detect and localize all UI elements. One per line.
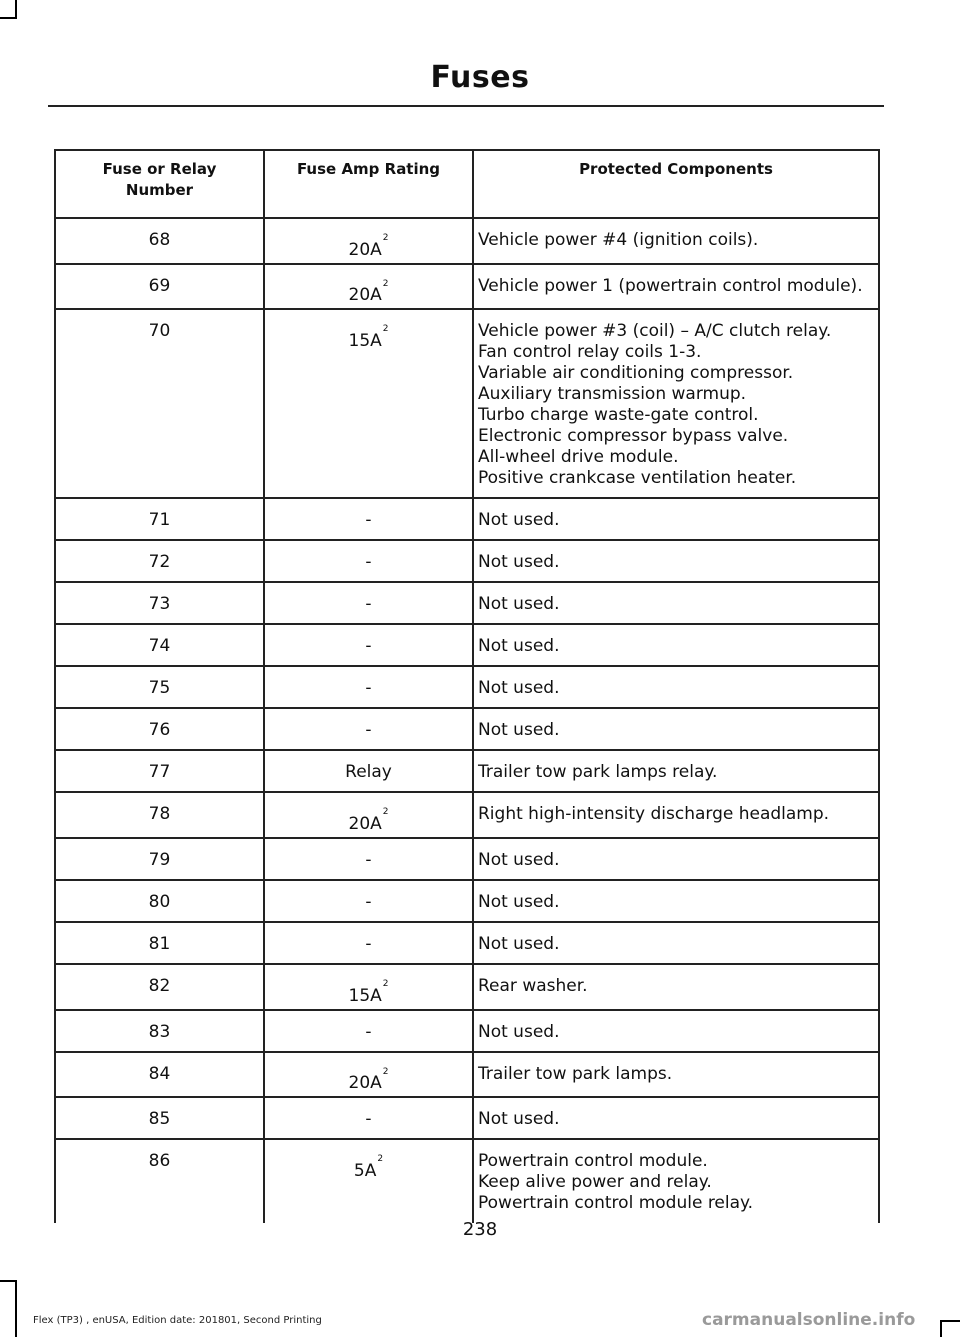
page-title: Fuses bbox=[430, 60, 530, 95]
component-line: Not used. bbox=[478, 1109, 560, 1130]
amp-rating bbox=[264, 750, 473, 792]
amp-rating bbox=[264, 666, 473, 708]
fuse-number: 72 bbox=[55, 540, 264, 582]
page-number: 238 bbox=[462, 1219, 498, 1240]
amp-value: - bbox=[365, 594, 372, 615]
fuse-number: 79 bbox=[55, 838, 264, 880]
protected-components bbox=[473, 498, 879, 540]
fuse-number: 71 bbox=[55, 498, 264, 540]
footnote-marker: 2 bbox=[382, 324, 389, 335]
fuse-number: 84 bbox=[55, 1052, 264, 1098]
amp-rating bbox=[264, 880, 473, 922]
table-row bbox=[55, 582, 879, 624]
component-line: Fan control relay coils 1-3. bbox=[478, 342, 702, 363]
component-line: Vehicle power #4 (ignition coils). bbox=[478, 230, 759, 250]
amp-value: - bbox=[365, 891, 372, 912]
component-line: Auxiliary transmission warmup. bbox=[478, 384, 747, 405]
fuse-number: 81 bbox=[55, 922, 264, 964]
amp-rating bbox=[264, 624, 473, 666]
table-row bbox=[55, 540, 879, 582]
protected-components bbox=[473, 218, 879, 264]
amp-value: 20A bbox=[348, 1073, 382, 1094]
amp-rating bbox=[264, 1052, 473, 1098]
amp-rating bbox=[264, 309, 473, 498]
fuse-number: 75 bbox=[55, 666, 264, 708]
component-line: Not used. bbox=[478, 510, 560, 531]
amp-rating bbox=[264, 582, 473, 624]
fuse-number: 80 bbox=[55, 880, 264, 922]
fuse-number: 83 bbox=[55, 1010, 264, 1052]
amp-value: - bbox=[365, 1021, 372, 1042]
component-line: Trailer tow park lamps. bbox=[478, 1063, 673, 1084]
component-line: Not used. bbox=[478, 849, 560, 870]
component-line: Not used. bbox=[478, 720, 560, 741]
component-line: All-wheel drive module. bbox=[478, 447, 679, 468]
footnote-marker: 2 bbox=[382, 1066, 389, 1077]
amp-value: Relay bbox=[345, 762, 392, 783]
amp-value: - bbox=[365, 552, 372, 573]
crop-mark bbox=[15, 1280, 17, 1337]
protected-components bbox=[473, 1139, 879, 1223]
table-row bbox=[55, 792, 879, 838]
footnote-marker: 2 bbox=[377, 1154, 384, 1165]
fuse-number: 76 bbox=[55, 708, 264, 750]
component-line: Not used. bbox=[478, 678, 560, 699]
crop-mark bbox=[942, 1320, 960, 1322]
amp-rating bbox=[264, 838, 473, 880]
amp-value: 15A bbox=[348, 330, 382, 351]
protected-components bbox=[473, 964, 879, 1010]
fuse-number: 68 bbox=[55, 218, 264, 264]
amp-value: - bbox=[365, 678, 372, 699]
protected-components bbox=[473, 880, 879, 922]
component-line: Variable air conditioning compressor. bbox=[478, 363, 794, 384]
table-row bbox=[55, 922, 879, 964]
amp-rating bbox=[264, 792, 473, 838]
protected-components bbox=[473, 792, 879, 838]
protected-components bbox=[473, 309, 879, 498]
table-header-row bbox=[55, 150, 879, 218]
amp-value: 15A bbox=[348, 985, 382, 1006]
amp-rating bbox=[264, 1097, 473, 1139]
component-line: Right high-intensity discharge headlamp. bbox=[478, 804, 830, 825]
table-row bbox=[55, 309, 879, 498]
component-line: Not used. bbox=[478, 552, 560, 573]
protected-components bbox=[473, 750, 879, 792]
protected-components bbox=[473, 1052, 879, 1098]
amp-value: - bbox=[365, 849, 372, 870]
amp-rating bbox=[264, 264, 473, 310]
table-row bbox=[55, 624, 879, 666]
component-line: Trailer tow park lamps relay. bbox=[478, 762, 718, 783]
component-line: Rear washer. bbox=[478, 975, 588, 996]
component-line: Vehicle power 1 (powertrain control module). bbox=[478, 275, 863, 296]
protected-components bbox=[473, 708, 879, 750]
amp-value: - bbox=[365, 933, 372, 954]
footnote-marker: 2 bbox=[382, 233, 389, 243]
component-line: Vehicle power #3 (coil) – A/C clutch relay. bbox=[478, 321, 832, 342]
fuse-number: 85 bbox=[55, 1097, 264, 1139]
component-line: Not used. bbox=[478, 891, 560, 912]
table-row bbox=[55, 264, 879, 310]
watermark: carmanualsonline.info bbox=[702, 1310, 916, 1330]
protected-components bbox=[473, 624, 879, 666]
column-header-amp: Fuse Amp Rating bbox=[264, 150, 473, 218]
component-line: Positive crankcase ventilation heater. bbox=[478, 468, 797, 489]
fuse-number: 82 bbox=[55, 964, 264, 1010]
amp-value: 5A bbox=[353, 1160, 377, 1181]
component-line: Powertrain control module. bbox=[478, 1151, 708, 1172]
amp-rating bbox=[264, 708, 473, 750]
amp-value: - bbox=[365, 1109, 372, 1130]
amp-value: - bbox=[365, 636, 372, 657]
fuse-number: 70 bbox=[55, 309, 264, 498]
table-row bbox=[55, 1139, 879, 1223]
protected-components bbox=[473, 838, 879, 880]
table-row bbox=[55, 750, 879, 792]
protected-components bbox=[473, 1097, 879, 1139]
amp-rating bbox=[264, 922, 473, 964]
footnote-marker: 2 bbox=[382, 978, 389, 989]
protected-components bbox=[473, 666, 879, 708]
component-line: Not used. bbox=[478, 636, 560, 657]
component-line: Powertrain control module relay. bbox=[478, 1193, 754, 1214]
protected-components bbox=[473, 582, 879, 624]
amp-value: 20A bbox=[348, 285, 382, 306]
amp-rating bbox=[264, 498, 473, 540]
table-row bbox=[55, 1052, 879, 1098]
table-row bbox=[55, 1010, 879, 1052]
amp-rating bbox=[264, 218, 473, 264]
footnote-marker: 2 bbox=[382, 807, 389, 818]
component-line: Not used. bbox=[478, 594, 560, 615]
title-divider bbox=[48, 105, 884, 107]
fuse-number: 77 bbox=[55, 750, 264, 792]
table-row bbox=[55, 880, 879, 922]
fuse-number: 86 bbox=[55, 1139, 264, 1223]
fuse-table bbox=[54, 149, 880, 1223]
footnote-marker: 2 bbox=[382, 278, 389, 289]
fuse-number: 78 bbox=[55, 792, 264, 838]
amp-rating bbox=[264, 540, 473, 582]
component-line: Not used. bbox=[478, 933, 560, 954]
table-row bbox=[55, 708, 879, 750]
table-row bbox=[55, 1097, 879, 1139]
amp-rating bbox=[264, 1010, 473, 1052]
column-header-components: Protected Components bbox=[473, 150, 879, 218]
table-row bbox=[55, 666, 879, 708]
table-row bbox=[55, 964, 879, 1010]
protected-components bbox=[473, 264, 879, 310]
amp-value: 20A bbox=[348, 239, 382, 260]
edition-info: Flex (TP3) , enUSA, Edition date: 201801, Second Printing bbox=[33, 1315, 322, 1326]
component-line: Turbo charge waste-gate control. bbox=[478, 405, 759, 426]
amp-rating bbox=[264, 964, 473, 1010]
amp-value: - bbox=[365, 720, 372, 741]
fuse-number: 74 bbox=[55, 624, 264, 666]
protected-components bbox=[473, 922, 879, 964]
component-line: Electronic compressor bypass valve. bbox=[478, 426, 789, 447]
amp-value: 20A bbox=[348, 813, 382, 834]
component-line: Not used. bbox=[478, 1021, 560, 1042]
crop-mark bbox=[0, 1280, 17, 1282]
component-line: Keep alive power and relay. bbox=[478, 1172, 712, 1193]
fuse-table-body bbox=[55, 218, 879, 1223]
fuse-number: 69 bbox=[55, 264, 264, 310]
crop-mark bbox=[0, 17, 17, 19]
amp-value: - bbox=[365, 510, 372, 531]
table-row bbox=[55, 838, 879, 880]
fuse-number: 73 bbox=[55, 582, 264, 624]
table-row bbox=[55, 498, 879, 540]
column-header-number: Fuse or Relay Number bbox=[55, 150, 264, 218]
protected-components bbox=[473, 1010, 879, 1052]
amp-rating bbox=[264, 1139, 473, 1223]
table-row bbox=[55, 218, 879, 264]
crop-mark bbox=[940, 1320, 942, 1337]
protected-components bbox=[473, 540, 879, 582]
